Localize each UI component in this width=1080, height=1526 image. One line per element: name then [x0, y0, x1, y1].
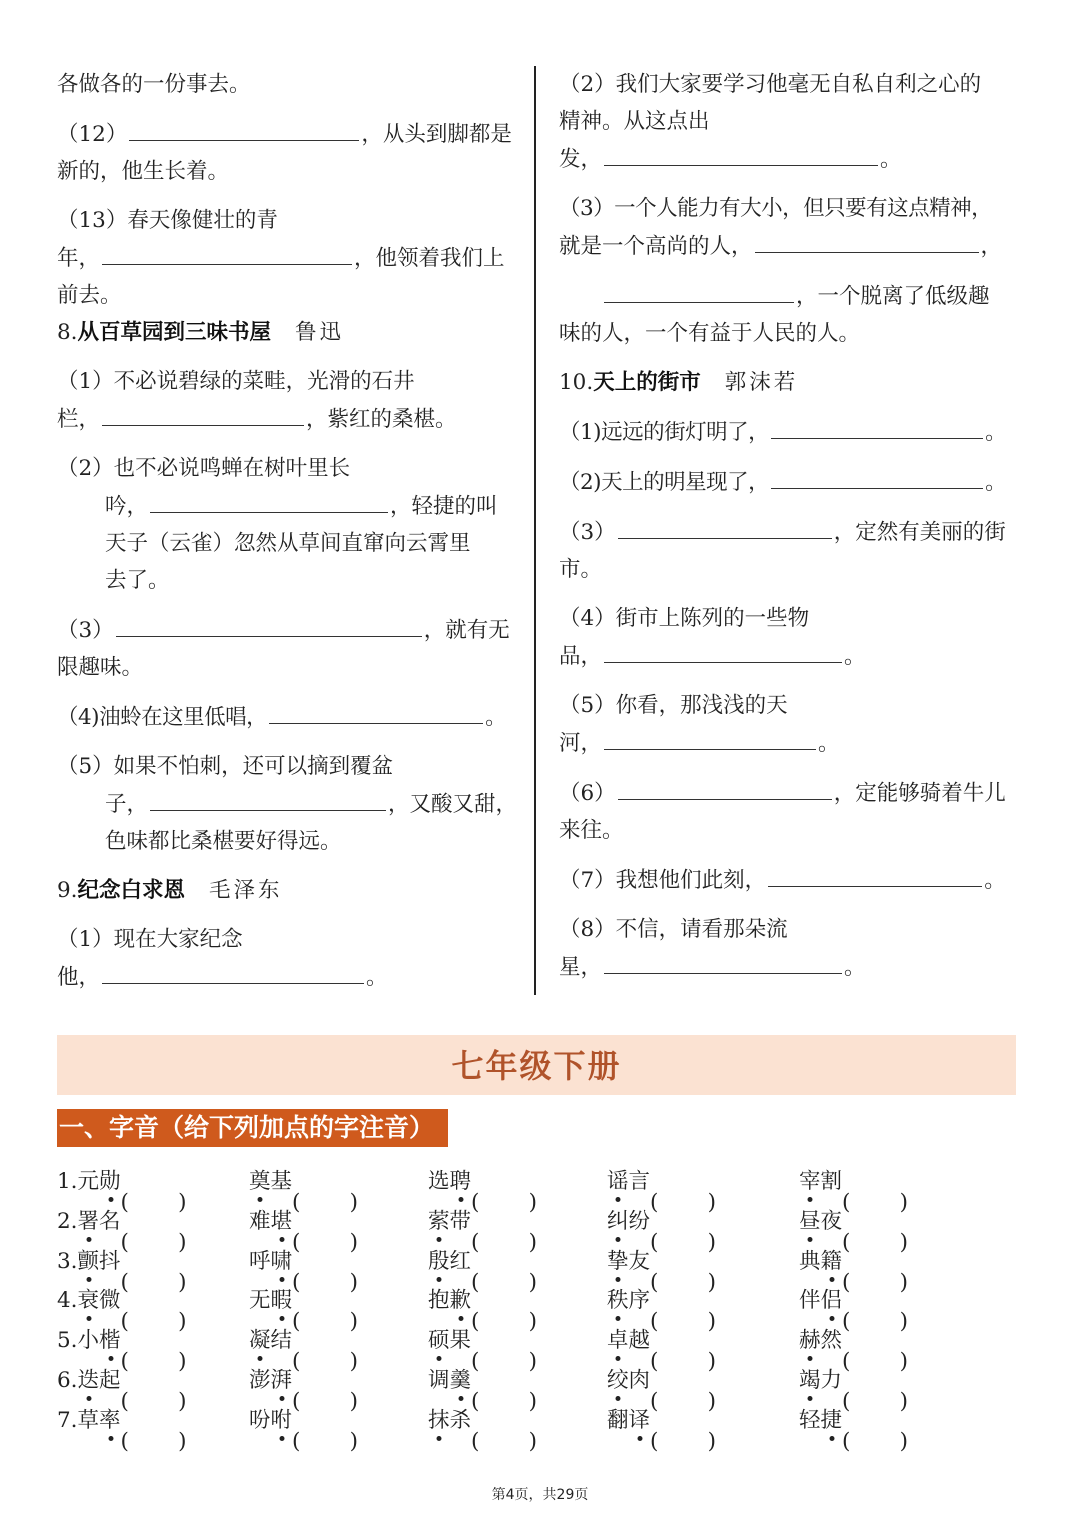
pronunciation-word: 调羹: [428, 1366, 471, 1396]
line-text: 精神。从这点出: [559, 109, 710, 134]
emphasis-dot: [108, 1436, 113, 1441]
pronunciation-row: [57, 1247, 1017, 1277]
pronunciation-item: [57, 1406, 187, 1436]
line-text: 。: [818, 731, 840, 756]
line-text: 。: [844, 644, 866, 669]
emphasis-dot: [830, 1277, 835, 1282]
emphasis-dot: [258, 1197, 263, 1202]
pronunciation-word: 挚友: [607, 1247, 650, 1277]
emphasis-dot: [830, 1316, 835, 1321]
pronunciation-word: 轻捷: [799, 1406, 842, 1436]
emphasis-dot: [280, 1436, 285, 1441]
lesson-author: 毛泽东: [209, 878, 283, 903]
lesson-title: 天上的街市: [593, 370, 701, 395]
pronunciation-word: 难堪: [249, 1207, 292, 1237]
fill-blank: [102, 958, 364, 984]
line-text: （5）你看，那浅浅的天: [559, 693, 788, 718]
emphasis-dot: [638, 1436, 643, 1441]
line-text: 。: [985, 470, 1007, 495]
text-line: [57, 785, 519, 823]
text-line: [559, 315, 1021, 352]
pronunciation-word: 秩序: [607, 1286, 650, 1316]
line-text: ，定然有美丽的街: [833, 520, 1006, 545]
fill-blank: [768, 861, 982, 887]
line-text: 就是一个高尚的人，: [559, 234, 753, 259]
lesson-number: 9.: [57, 878, 78, 903]
emphasis-dot: [437, 1356, 442, 1361]
line-text: 吟，: [105, 494, 149, 519]
emphasis-dot: [459, 1316, 464, 1321]
line-text: ，从头到脚都是: [361, 122, 512, 147]
line-text: 星，: [559, 955, 603, 980]
text-line: [57, 525, 519, 562]
pronunciation-item: [607, 1247, 716, 1277]
pronunciation-word: 抱歉: [428, 1286, 471, 1316]
line-text: 栏，: [57, 407, 101, 432]
line-text: （3）: [559, 520, 616, 545]
item-number: 5.: [57, 1328, 78, 1354]
line-text: （2）也不必说鸣蝉在树叶里长: [57, 456, 351, 481]
pronunciation-item: [249, 1247, 358, 1277]
pronunciation-item: [799, 1286, 908, 1316]
pronunciation-item: [428, 1247, 537, 1277]
pronunciation-word: 纠纷: [607, 1207, 650, 1237]
pronunciation-word: 谣言: [607, 1167, 650, 1197]
item-number: 2.: [57, 1208, 78, 1234]
pronunciation-item: [428, 1366, 537, 1396]
pronunciation-item: [249, 1167, 358, 1197]
fill-blank: [604, 140, 878, 166]
fill-blank: [771, 413, 983, 439]
pronunciation-item: [249, 1326, 358, 1356]
line-text: （3）一个人能力有大小，但只要有这点精神，: [559, 196, 993, 221]
pronunciation-item: [607, 1406, 716, 1436]
line-text: 发，: [559, 147, 603, 172]
fill-blank: [102, 239, 352, 265]
emphasis-dot: [830, 1436, 835, 1441]
text-line: [57, 400, 519, 438]
text-line: [559, 463, 1021, 501]
emphasis-dot: [86, 1396, 91, 1401]
lesson-number: 8.: [57, 320, 78, 345]
text-line: [559, 724, 1021, 762]
pronunciation-word: 吩咐: [249, 1406, 292, 1436]
text-line: [57, 823, 519, 860]
fill-blank: [604, 637, 842, 663]
text-line: [57, 115, 519, 153]
emphasis-dot: [616, 1396, 621, 1401]
item-number: 6.: [57, 1368, 78, 1393]
pronunciation-word: 元勋: [78, 1167, 121, 1197]
fill-blank: [771, 463, 983, 489]
line-text: （13）春天像健壮的青: [57, 208, 278, 233]
line-text: （6）: [559, 781, 616, 806]
pronunciation-item: [57, 1286, 187, 1316]
pronunciation-word: 卓越: [607, 1326, 650, 1356]
text-line: [57, 611, 519, 649]
emphasis-dot: [280, 1316, 285, 1321]
emphasis-dot: [437, 1436, 442, 1441]
text-line: [559, 103, 1021, 140]
text-line: [57, 562, 519, 599]
banner-title: 七年级下册: [451, 1047, 622, 1085]
pronunciation-item: [57, 1247, 187, 1277]
text-line: [559, 66, 1021, 103]
text-line: [57, 748, 519, 785]
pronunciation-item: [57, 1326, 187, 1356]
emphasis-dot: [808, 1237, 813, 1242]
pronunciation-item: [799, 1167, 908, 1197]
text-line: [559, 948, 1021, 986]
line-text: ，紫红的桑椹。: [306, 407, 457, 432]
line-text: 。: [485, 705, 507, 730]
text-line: [57, 363, 519, 400]
pronunciation-item: [607, 1326, 716, 1356]
pronunciation-item: [249, 1366, 358, 1396]
emphasis-dot: [437, 1277, 442, 1282]
fill-blank: [618, 774, 832, 800]
line-text: [559, 284, 602, 309]
text-line: [559, 774, 1021, 812]
fill-blank: [604, 724, 816, 750]
pronunciation-word: 翻译: [607, 1406, 650, 1436]
pronunciation-word: 硕果: [428, 1326, 471, 1356]
lesson-heading: [57, 314, 519, 351]
emphasis-dot: [808, 1356, 813, 1361]
line-text: （12）: [57, 122, 128, 147]
lesson-heading: [57, 872, 519, 909]
text-line: [559, 687, 1021, 724]
line-text: ，又酸又甜，: [388, 792, 518, 817]
fill-blank: [618, 513, 832, 539]
emphasis-dot: [280, 1237, 285, 1242]
pronunciation-word: 奠基: [249, 1167, 292, 1197]
pronunciation-word: 伴侣: [799, 1286, 842, 1316]
pronunciation-word: 颤抖: [78, 1247, 121, 1277]
line-text: 前去。: [57, 283, 122, 308]
emphasis-dot: [459, 1396, 464, 1401]
line-text: （3）: [57, 618, 114, 643]
pronunciation-word: 宰割: [799, 1167, 842, 1197]
pronunciation-item: [428, 1167, 537, 1197]
emphasis-dot: [616, 1356, 621, 1361]
pronunciation-item: [607, 1286, 716, 1316]
line-text: ，轻捷的叫: [390, 494, 498, 519]
line-text: ，他领着我们上: [354, 246, 505, 271]
pronunciation-row: [57, 1326, 1017, 1356]
fill-blank: [116, 611, 422, 637]
text-line: [57, 153, 519, 190]
line-text: 天子（云雀）忽然从草间直窜向云霄里: [105, 531, 471, 556]
text-line: [57, 66, 519, 103]
text-line: [57, 202, 519, 239]
emphasis-dot: [616, 1197, 621, 1202]
line-text: （2）我们大家要学习他毫无自私自利之心的: [559, 72, 982, 97]
pronunciation-item: [428, 1326, 537, 1356]
right-column: [559, 66, 1021, 986]
text-line: [559, 277, 1021, 315]
line-text: 子，: [105, 792, 149, 817]
pronunciation-item: [428, 1286, 537, 1316]
pronunciation-word: 衰微: [78, 1286, 121, 1316]
text-line: [559, 812, 1021, 849]
lesson-author: 郭沫若: [724, 370, 799, 395]
line-text: 去了。: [105, 568, 170, 593]
emphasis-dot: [280, 1277, 285, 1282]
lesson-author: 鲁迅: [295, 320, 345, 345]
line-text: 色味都比桑椹要好得远。: [105, 829, 342, 854]
pronunciation-item: [799, 1366, 908, 1396]
pronunciation-row: [57, 1406, 1017, 1436]
emphasis-dot: [258, 1356, 263, 1361]
line-text: 。: [366, 965, 388, 990]
text-line: [559, 861, 1021, 899]
text-line: [559, 911, 1021, 948]
line-text: （7）我想他们此刻，: [559, 868, 767, 893]
emphasis-dot: [459, 1197, 464, 1202]
line-text: 年，: [57, 246, 101, 271]
pronunciation-item: [249, 1406, 358, 1436]
pronunciation-item: [57, 1167, 187, 1197]
pronunciation-item: [249, 1286, 358, 1316]
line-text: ，: [980, 234, 1003, 259]
text-line: [559, 413, 1021, 451]
fill-blank: [755, 227, 979, 253]
pronunciation-word: 昼夜: [799, 1207, 842, 1237]
line-text: ，定能够骑着牛儿: [833, 781, 1006, 806]
pronunciation-item: [428, 1406, 537, 1436]
pronunciation-item: [249, 1207, 358, 1237]
pronunciation-word: 署名: [78, 1207, 121, 1237]
pronunciation-word: 选聘: [428, 1167, 471, 1197]
text-line: [559, 190, 1021, 227]
emphasis-dot: [86, 1237, 91, 1242]
pronunciation-item: [799, 1247, 908, 1277]
pronunciation-word: 迭起: [78, 1366, 121, 1396]
line-text: （4)油蛉在这里低唱，: [57, 705, 268, 730]
grade-banner: [57, 1035, 1016, 1095]
pronunciation-row: [57, 1286, 1017, 1316]
fill-blank: [604, 948, 842, 974]
item-number: 3.: [57, 1248, 78, 1274]
pronunciation-item: [607, 1167, 716, 1197]
emphasis-dot: [808, 1396, 813, 1401]
line-text: 限趣味。: [57, 655, 144, 680]
text-line: [559, 637, 1021, 675]
pronunciation-item: [799, 1406, 908, 1436]
item-number: 1.: [57, 1169, 78, 1194]
line-text: （1）不必说碧绿的菜畦，光滑的石井: [57, 369, 415, 394]
line-text: ，就有无: [423, 618, 510, 643]
emphasis-dot: [108, 1356, 113, 1361]
text-line: [559, 140, 1021, 178]
line-text: （2)天上的明星现了，: [559, 470, 770, 495]
emphasis-dot: [808, 1197, 813, 1202]
line-text: 来往。: [559, 818, 624, 843]
pronunciation-word: 典籍: [799, 1247, 842, 1277]
pronunciation-word: 凝结: [249, 1326, 292, 1356]
line-text: （4）街市上陈列的一些物: [559, 606, 810, 631]
line-text: 各做各的一份事去。: [57, 72, 251, 97]
fill-blank: [150, 785, 386, 811]
line-text: ，一个脱离了低级趣: [796, 284, 990, 309]
line-text: 。: [844, 955, 866, 980]
pronunciation-item: [799, 1326, 908, 1356]
pronunciation-word: 呼啸: [249, 1247, 292, 1277]
page-footer: 第4页，共29页: [491, 1487, 589, 1503]
text-line: [559, 227, 1021, 265]
section-title: 一、字音（给下列加点的字注音）: [57, 1109, 448, 1147]
emphasis-dot: [280, 1396, 285, 1401]
fill-blank: [129, 115, 359, 141]
item-number: 7.: [57, 1407, 78, 1433]
emphasis-dot: [616, 1316, 621, 1321]
fill-blank: [604, 277, 794, 303]
text-line: [57, 239, 519, 277]
pronunciation-word: 小楷: [78, 1326, 121, 1356]
emphasis-dot: [108, 1197, 113, 1202]
text-line: [57, 698, 519, 736]
emphasis-dot: [437, 1237, 442, 1242]
line-text: （1)远远的街灯明了，: [559, 420, 770, 445]
lesson-title: 纪念白求恩: [77, 878, 186, 903]
line-text: 。: [880, 147, 902, 172]
emphasis-dot: [86, 1277, 91, 1282]
line-text: （1）现在大家纪念: [57, 927, 243, 952]
text-line: [57, 450, 519, 487]
line-text: 他，: [57, 965, 101, 990]
lesson-heading: [559, 364, 1021, 401]
line-text: （5）如果不怕刺，还可以摘到覆盆: [57, 754, 394, 779]
text-line: [57, 649, 519, 686]
line-text: 市。: [559, 557, 603, 582]
line-text: 河，: [559, 731, 603, 756]
line-text: 。: [984, 868, 1006, 893]
lesson-number: 10.: [559, 370, 594, 395]
pronunciation-word: 赫然: [799, 1326, 842, 1356]
pronunciation-row: [57, 1167, 1017, 1197]
fill-blank: [102, 400, 304, 426]
pronunciation-item: [607, 1207, 716, 1237]
pronunciation-word: 绞肉: [607, 1366, 650, 1396]
text-line: [57, 277, 519, 314]
lesson-title: 从百草园到三味书屋: [77, 320, 272, 345]
text-line: [559, 551, 1021, 588]
line-text: 新的，他生长着。: [57, 159, 230, 184]
line-text: 。: [985, 420, 1007, 445]
emphasis-dot: [86, 1316, 91, 1321]
text-line: [57, 958, 519, 996]
left-column: [57, 66, 519, 996]
emphasis-dot: [616, 1277, 621, 1282]
line-text: 品，: [559, 644, 603, 669]
pronunciation-item: [799, 1207, 908, 1237]
pronunciation-word: 殷红: [428, 1247, 471, 1277]
column-divider: [534, 66, 536, 995]
fill-blank: [269, 698, 483, 724]
pronunciation-word: 抹杀: [428, 1406, 471, 1436]
fill-blank: [150, 487, 388, 513]
pronunciation-word: 草率: [78, 1406, 121, 1436]
emphasis-dot: [616, 1237, 621, 1242]
pronunciation-item: [428, 1207, 537, 1237]
pronunciation-row: [57, 1207, 1017, 1237]
item-number: 4.: [57, 1288, 78, 1314]
pronunciation-word: 竭力: [799, 1366, 842, 1396]
text-line: [57, 487, 519, 525]
text-line: [559, 513, 1021, 551]
pronunciation-item: [607, 1366, 716, 1396]
line-text: 味的人，一个有益于人民的人。: [559, 321, 861, 346]
line-text: （8）不信，请看那朵流: [559, 917, 788, 942]
pronunciation-item: [57, 1366, 187, 1396]
pronunciation-word: 澎湃: [249, 1366, 292, 1396]
text-line: [57, 921, 519, 958]
text-line: [559, 600, 1021, 637]
pronunciation-word: 萦带: [428, 1207, 471, 1237]
pronunciation-word: 无暇: [249, 1286, 292, 1316]
pronunciation-row: [57, 1366, 1017, 1396]
pronunciation-item: [57, 1207, 187, 1237]
